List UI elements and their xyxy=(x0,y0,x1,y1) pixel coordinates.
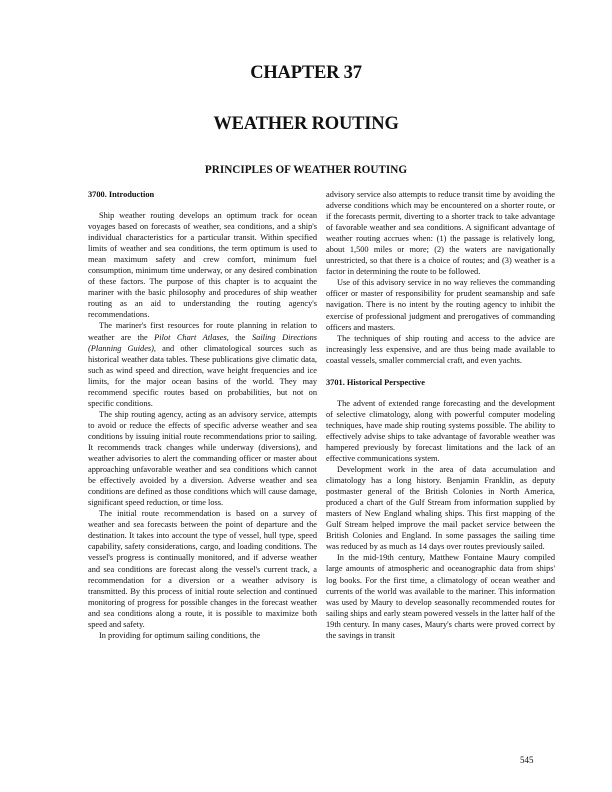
sailing-directions-title: Sailing Directions (Planning Guides) xyxy=(88,332,317,353)
page-number: 545 xyxy=(520,755,534,765)
historical-paragraph-3: In the mid-19th century, Matthew Fontaine Maury compiled large amounts of atmospheric and oceanographic data from ships' log books. For the first time, a climatology of ocean weather and currents of the world was available to the mariner. This information was used by Maury to develop seasonally recommended routes for sailing ships and early steam powered vessels in the latter half of the 19th century. In many cases, Maury's charts were proved correct by the savings in transit xyxy=(326,553,555,640)
pilot-chart-atlases-title: Pilot Chart Atlases xyxy=(154,332,227,342)
introduction-heading: 3700. Introduction xyxy=(88,190,155,199)
chapter-title: WEATHER ROUTING xyxy=(213,114,399,134)
historical-paragraph-2: Development work in the area of data accumulation and climatology has a long history. Benjamin Franklin, as deputy postmaster general of the British Colonies in North America, produced a chart of the Gulf Stream from information supplied by masters of New England whaling ships. This first mapping of the Gulf Stream helped improve the mail packet service between the British Colonies and England. In some passages the sailing time was reduced by as much as 14 days over routes previously sailed. xyxy=(326,465,555,552)
chapter-label: CHAPTER 37 xyxy=(250,63,362,83)
p2-text-a: The mariner's first resources for route planning in relation to weather are the xyxy=(88,321,317,342)
right-column xyxy=(326,189,555,641)
introduction-paragraph-6: Use of this advisory service in no way relieves the commanding officer or master of responsibility for prudent seamanship and safe navigation. There is no intent by the routing agency to inhibit the exercise of professional judgment and prerogatives of commanding officers and masters. xyxy=(326,278,555,332)
introduction-paragraph-2 xyxy=(88,320,317,408)
p2-text-c: , and other climatological sources such as historical weather data tables. These publications give climatic data, such as wind speed and direction, wave height frequencies and ice limits, for the major ocean basins of the world. They may recommend specific routes based on probabilities, but not on specific conditions. xyxy=(88,343,317,408)
introduction-paragraph-7: The techniques of ship routing and access to the advice are increasingly less expensive, and are thus being made available to coastal vessels, smaller commercial craft, and even yachts. xyxy=(326,333,555,365)
p2-text-b: , the xyxy=(226,332,252,342)
historical-paragraph-1: The advent of extended range forecasting and the development of selective climatology, along with powerful computer modeling techniques, have made ship routing systems possible. The ability to effectively advise ships to take advantage of favorable weather was hampered previously by forecast limitations and the lack of an effective communications system. xyxy=(326,398,555,463)
introduction-paragraph-5: In providing for optimum sailing conditions, the xyxy=(99,630,261,640)
introduction-paragraph-3: The ship routing agency, acting as an advisory service, attempts to avoid or reduce the effects of specific adverse weather and sea conditions by issuing initial route recommendations prior to sailing. It recommends track changes while underway (diversions), and weather advisories to alert the commanding officer or master about approaching unfavorable weather and sea conditions which cannot be effectively avoided by a diversion. Adverse weather and sea conditions are defined as those conditions which will cause damage, significant speed reduction, or time loss. xyxy=(88,409,317,508)
introduction-paragraph-4: The initial route recommendation is based on a survey of weather and sea forecasts between the point of departure and the destination. It takes into account the type of vessel, hull type, speed capability, safety considerations, cargo, and loading conditions. The vessel's progress is continually monitored, and if adverse weather and sea conditions are forecast along the vessel's current track, a recommendation for a diversion or a weather advisory is transmitted. By this process of initial route selection and continued monitoring of progress for possible changes in the forecast weather and sea conditions along a route, it is possible to maximize both speed and safety. xyxy=(88,509,317,629)
introduction-paragraph-1: Ship weather routing develops an optimum track for ocean voyages based on forecasts of weather, sea conditions, and a ship's individual characteristics for a particular transit. Within specified limits of weather and sea conditions, the term optimum is used to mean maximum safety and crew comfort, minimum fuel consumption, minimum time underway, or any desired combination of these factors. The purpose of this chapter is to acquaint the mariner with the basic philosophy and procedures of ship weather routing as an aid to understanding the routing agency's recommendations. xyxy=(88,211,317,320)
left-column xyxy=(88,189,317,641)
historical-heading: 3701. Historical Perspective xyxy=(326,377,425,387)
section-title: PRINCIPLES OF WEATHER ROUTING xyxy=(204,164,408,176)
introduction-paragraph-5-continued: advisory service also attempts to reduce transit time by avoiding the adverse conditions which may be encountered on a shorter route, or if the forecasts permit, diverting to a shorter track to take advantage of favorable weather and sea conditions. A significant advantage of weather routing accrues when: (1) the passage is relatively long, about 1,500 miles or more; (2) the waters are navigationally unrestricted, so that there is a choice of routes; and (3) weather is a factor in determining the route to be followed. xyxy=(326,190,555,277)
